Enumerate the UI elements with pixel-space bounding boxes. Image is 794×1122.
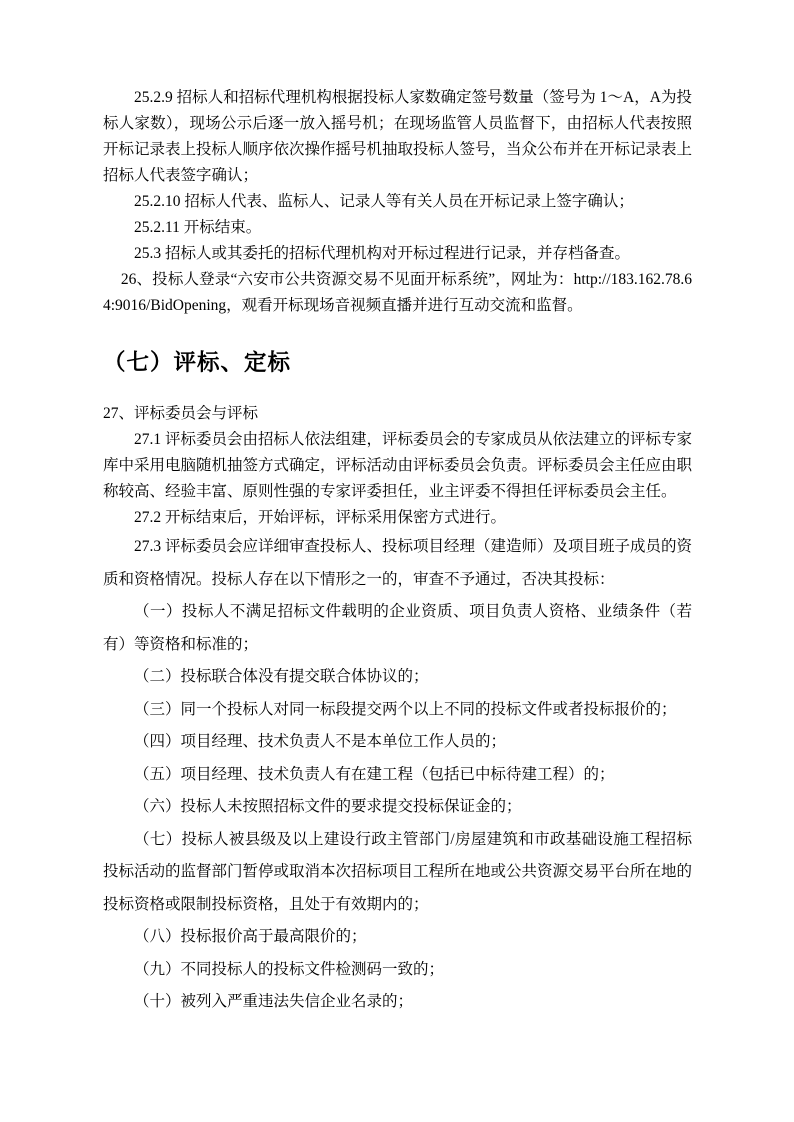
section-heading: （七）评标、定标 <box>103 350 292 375</box>
condition-item-4: （四）项目经理、技术负责人不是本单位工作人员的； <box>134 733 507 750</box>
condition-item-7: （七）投标人被县级及以上建设行政主管部门/房屋建筑和市政基础设施工程招标投标活动的监督部门暂停或取消本次招标项目工程所在地或公共资源交易平台所在地的投标资格或限制投标资格，且处于有效期内的； <box>103 830 693 913</box>
clause-25-2-10: 25.2.10 招标人代表、监标人、记录人等有关人员在开标记录上签字确认； <box>134 193 634 210</box>
subsection-title: 27、评标委员会与评标 <box>103 405 259 422</box>
condition-item-3: （三）同一个投标人对同一标段提交两个以上不同的投标文件或者投标报价的； <box>134 700 677 718</box>
condition-item-6: （六）投标人未按照招标文件的要求提交投标保证金的； <box>134 798 522 815</box>
condition-item-9: （九）不同投标人的投标文件检测码一致的； <box>134 960 445 978</box>
clause-25-2-9: 25.2.9 招标人和招标代理机构根据投标人家数确定签号数量（签号为 1～A，A为投标人家数），现场公示后逐一放入摇号机；在现场监管人员监督下，由招标人代表按照开标记录表上投标人顺序依次操作摇号机抽取投标人签号，当众公布并在开标记录表上招标人代表签字确认； <box>103 89 693 184</box>
clause-27-3: 27.3 评标委员会应详细审查投标人、投标项目经理（建造师）及项目班子成员的资质和资格情况。投标人存在以下情形之一的，审查不予通过，否决其投标： <box>103 538 693 588</box>
condition-item-1: （一）投标人不满足招标文件载明的企业资质、项目负责人资格、业绩条件（若有）等资格和标准的； <box>103 603 692 653</box>
clause-27-1: 27.1 评标委员会由招标人依法组建，评标委员会的专家成员从依法建立的评标专家库中采用电脑随机抽签方式确定，评标活动由评标委员会负责。评标委员会主任应由职称较高、经验丰富、原则性强的专家评委担任，业主评委不得担任评标委员会主任。 <box>103 431 693 500</box>
condition-item-2: （二）投标联合体没有提交联合体协议的； <box>134 668 429 685</box>
clause-26: 26、投标人登录“六安市公共资源交易不见面开标系统”，网址为：http://183.162.78.64:9016/BidOpening，观看开标现场音视频直播并进行互动交流和监督。 <box>103 271 692 314</box>
condition-item-5: （五）项目经理、技术负责人有在建工程（包括已中标待建工程）的； <box>134 765 615 783</box>
condition-item-8: （八）投标报价高于最高限价的； <box>134 928 367 945</box>
clause-25-2-11: 25.2.11 开标结束。 <box>134 219 262 236</box>
clause-27-2: 27.2 开标结束后，开始评标，评标采用保密方式进行。 <box>134 509 507 526</box>
condition-item-10: （十）被列入严重违法失信企业名录的； <box>134 993 414 1010</box>
clause-25-3: 25.3 招标人或其委托的招标代理机构对开标过程进行记录，并存档备查。 <box>134 245 631 262</box>
